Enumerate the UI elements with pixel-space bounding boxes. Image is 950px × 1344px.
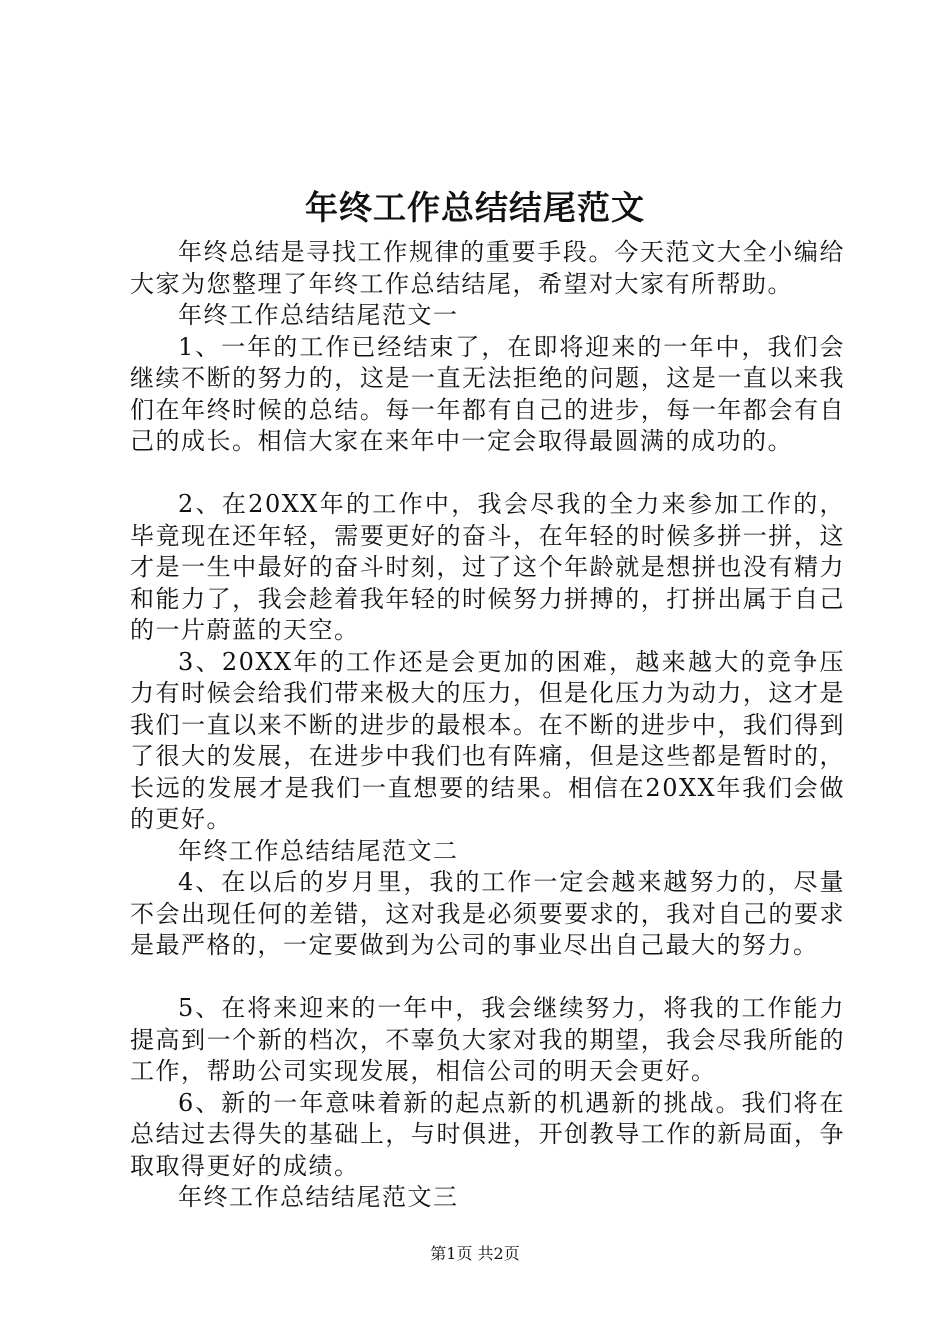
document-body [130, 237, 845, 1214]
intro-paragraph: 年终总结是寻找工作规律的重要手段。今天范文大全小编给大家为您整理了年终工作总结结尾，希望对大家有所帮助。 [130, 238, 845, 298]
section-heading-3: 年终工作总结结尾范文三 [178, 1183, 459, 1211]
paragraph-2: 2、在20XX年的工作中，我会尽我的全力来参加工作的，毕竟现在还年轻，需要更好的奋斗，在年轻的时候多拼一拼，这才是一生中最好的奋斗时刻，过了这个年龄就是想拼也没有精力和能力了，我会趁着我年轻的时候努力拼搏的，打拼出属于自己的一片蔚蓝的天空。 [130, 490, 845, 644]
section-heading-2: 年终工作总结结尾范文二 [178, 836, 459, 865]
paragraph-6: 6、新的一年意味着新的起点新的机遇新的挑战。我们将在总结过去得失的基础上，与时俱进，开创教导工作的新局面，争取取得更好的成绩。 [130, 1088, 845, 1180]
page-title: 年终工作总结结尾范文 [305, 188, 645, 227]
section-heading-1: 年终工作总结结尾范文一 [178, 301, 459, 329]
page-footer: 第1页 共2页 [430, 1244, 520, 1263]
paragraph-4: 4、在以后的岁月里，我的工作一定会越来越努力的，尽量不会出现任何的差错，这对我是必须要要求的，我对自己的要求是最严格的，一定要做到为公司的事业尽出自己最大的努力。 [130, 868, 845, 959]
paragraph-5: 5、在将来迎来的一年中，我会继续努力，将我的工作能力提高到一个新的档次，不辜负大家对我的期望，我会尽我所能的工作，帮助公司实现发展，相信公司的明天会更好。 [130, 994, 845, 1085]
paragraph-3: 3、20XX年的工作还是会更加的困难，越来越大的竞争压力有时候会给我们带来极大的压力，但是化压力为动力，这才是我们一直以来不断的进步的最根本。在不断的进步中，我们得到了很大的发展，在进步中我们也有阵痛，但是这些都是暂时的，长远的发展才是我们一直想要的结果。相信在20XX年我们会做的更好。 [130, 647, 845, 833]
paragraph-1: 1、一年的工作已经结束了，在即将迎来的一年中，我们会继续不断的努力的，这是一直无法拒绝的问题，这是一直以来我们在年终时候的总结。每一年都有自己的进步，每一年都会有自己的成长。相信大家在来年中一定会取得最圆满的成功的。 [130, 332, 845, 455]
